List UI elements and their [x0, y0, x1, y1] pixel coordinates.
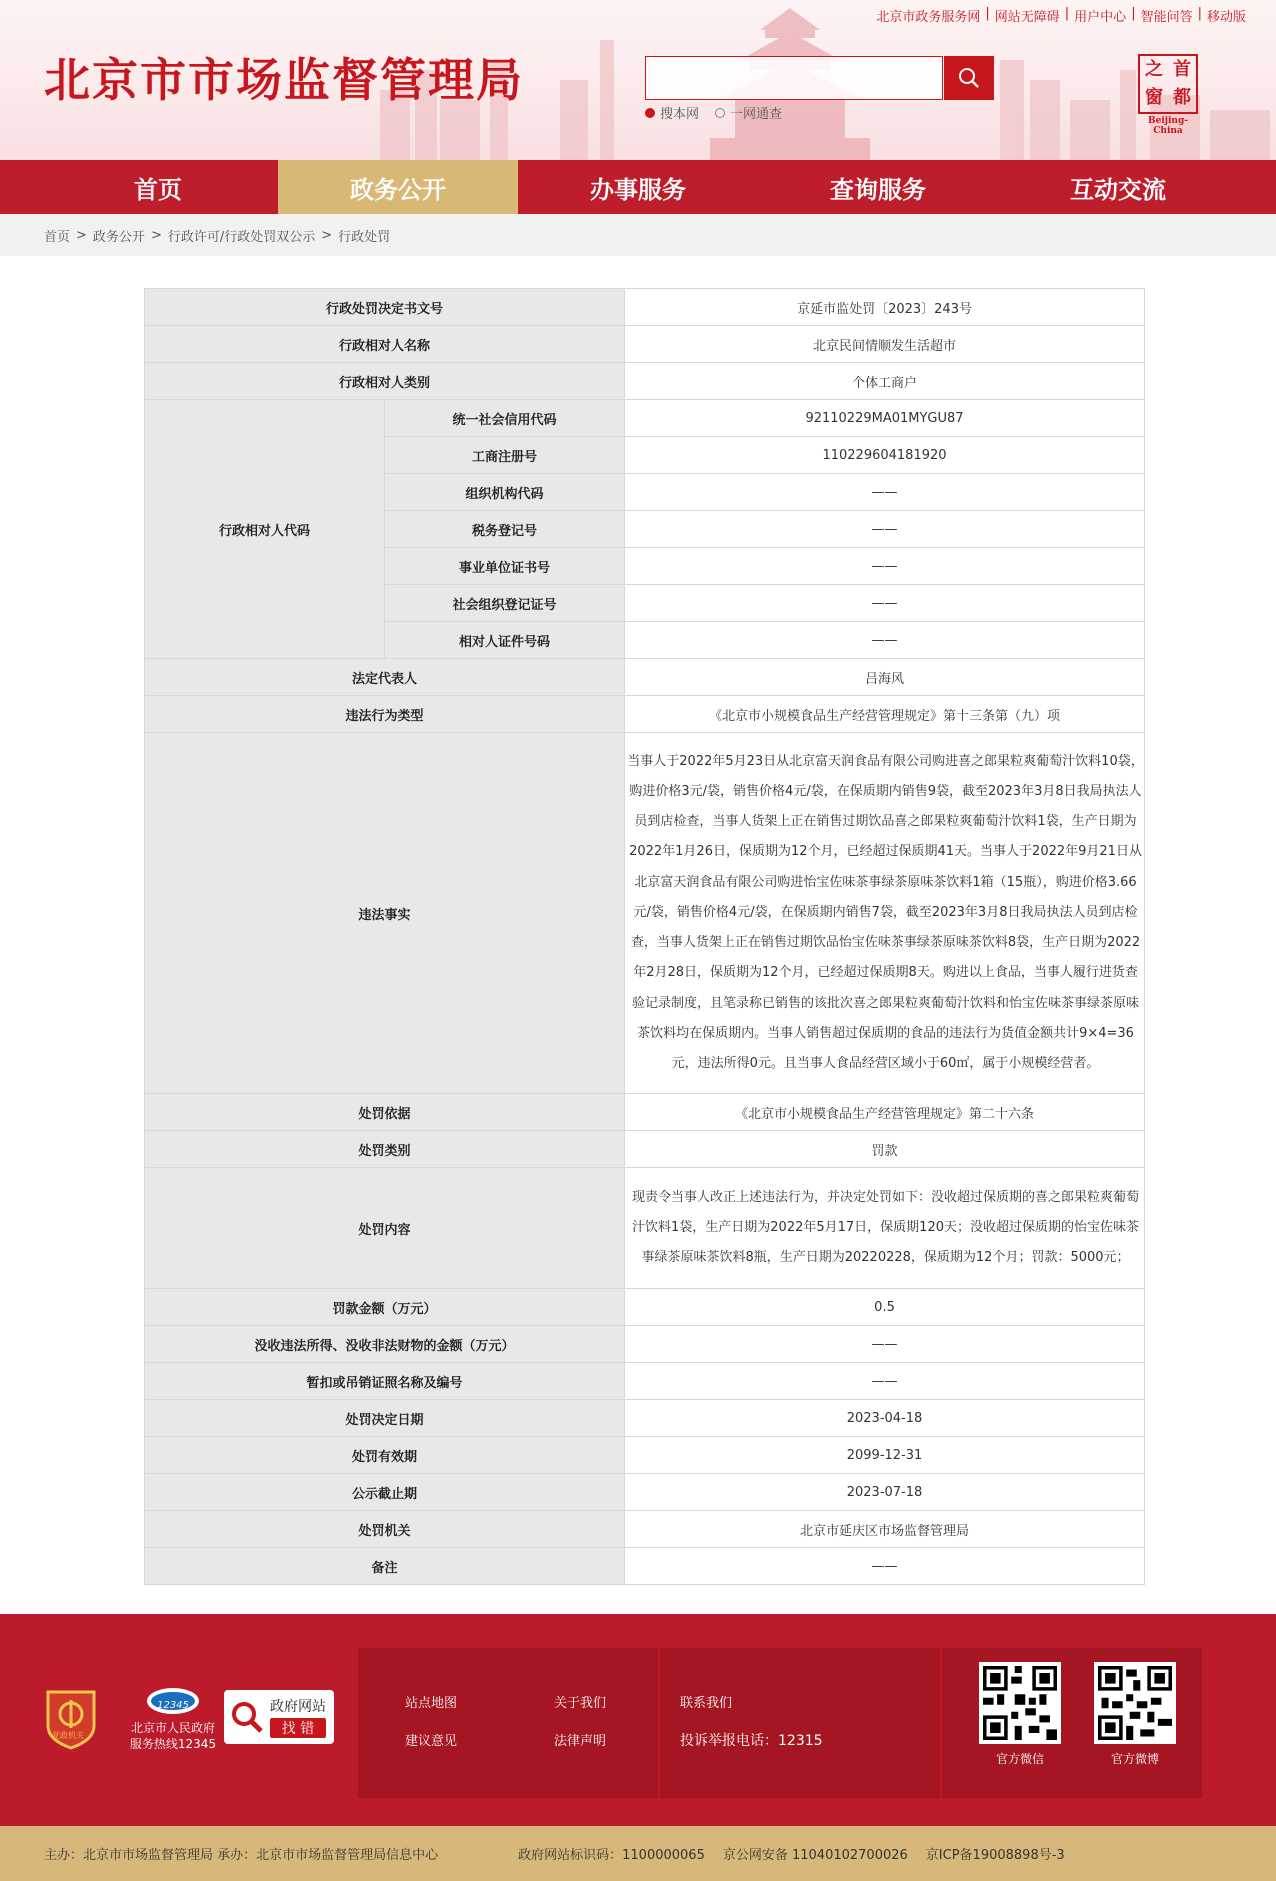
business-reg-value: 110229604181920 [625, 437, 1145, 474]
breadcrumb-separator: > [76, 227, 87, 243]
footer-link-contact[interactable]: 联系我们 [680, 1696, 733, 1711]
table-row [145, 696, 1145, 733]
site-title[interactable]: 北京市市场监督管理局 [44, 53, 524, 107]
separator: | [1064, 6, 1070, 21]
table-row [145, 289, 1145, 326]
qr-code-icon [983, 1666, 1057, 1740]
table-row [145, 1437, 1145, 1474]
weibo-qr-label: 官方微博 [1110, 1752, 1159, 1766]
fine-label: 罚款金额（万元） [145, 1289, 625, 1326]
icp-record[interactable]: 京ICP备19008898号-3 [925, 1848, 1065, 1863]
authority-label: 处罚机关 [145, 1511, 625, 1548]
search-icon [958, 67, 980, 89]
table-row [145, 326, 1145, 363]
search-button[interactable] [944, 56, 994, 100]
decision-date-value: 2023-04-18 [625, 1400, 1145, 1437]
nav-spacer [1238, 160, 1276, 214]
hotline-logo-icon [145, 1686, 201, 1716]
party-badge-label: 党政机关 [52, 1731, 84, 1740]
police-record[interactable]: 京公网安备 11040102700026 [722, 1848, 908, 1863]
remark-value: —— [625, 1548, 1145, 1585]
search-scope-options [645, 103, 782, 122]
search-scope-all[interactable] [715, 103, 782, 122]
license-label: 暂扣或吊销证照名称及编号 [145, 1363, 625, 1400]
valid-until-label: 处罚有效期 [145, 1437, 625, 1474]
nav-item-query[interactable]: 查询服务 [830, 175, 926, 204]
nav-item-home[interactable]: 首页 [134, 175, 182, 204]
nav-item-gov-affairs[interactable]: 政务公开 [278, 160, 518, 214]
facts-value: 当事人于2022年5月23日从北京富天润食品有限公司购进喜之郎果粒爽葡萄汁饮料10袋，购进价格3元/袋，销售价格4元/袋，在保质期内销售9袋，截至2023年3月8日我局执法人员到店检查，当事人货架上正在销售过期饮品喜之郎果粒爽葡萄汁饮料1袋，生产日期为2022年1月26日，保质期为12个月，已经超过保质期41天。当事人于2022年9月21日从北京富天润食品有限公司购进怡宝佐味茶事绿茶原味茶饮料1箱（15瓶），购进价格3.66元/袋，销售价格4元/袋，在保质期内销售7袋，截至2023年3月8日我局执法人员到店检查，当事人货架上正在销售过期饮品怡宝佐味茶事绿茶原味茶饮料8袋，生产日期为2022年2月28日，保质期为12个月，已经超过保质期8天。购进以上食品，当事人履行进货查验记录制度，且笔录称已销售的该批次喜之郎果粒爽葡萄汁饮料和怡宝佐味茶事绿茶原味茶饮料均在保质期内。当事人销售超过保质期的食品的违法行为货值金额共计9×4=36元，违法所得0元。且当事人食品经营区域小于60㎡，属于小规模经营者。 [625, 733, 1145, 1094]
legal-rep-value: 吕海风 [625, 659, 1145, 696]
magnifier-icon [230, 1700, 264, 1734]
site-id-code: 政府网站标识码：1100000065 [518, 1848, 705, 1863]
wechat-qr-code[interactable] [979, 1662, 1061, 1744]
institution-cert-label: 事业单位证书号 [385, 548, 625, 585]
category-label: 处罚类别 [145, 1131, 625, 1168]
breadcrumb [0, 214, 1276, 256]
org-code-label: 组织机构代码 [385, 474, 625, 511]
doc-no-value: 京延市监处罚〔2023〕243号 [625, 289, 1145, 326]
party-code-label: 行政相对人代码 [145, 400, 385, 659]
party-type-label: 行政相对人类别 [145, 363, 625, 400]
valid-until-value: 2099-12-31 [625, 1437, 1145, 1474]
basis-label: 处罚依据 [145, 1094, 625, 1131]
table-row [145, 1168, 1145, 1289]
social-org-label: 社会组织登记证号 [385, 585, 625, 622]
top-link-gov-service[interactable]: 北京市政务服务网 [876, 10, 981, 25]
publish-until-label: 公示截止期 [145, 1474, 625, 1511]
separator: | [985, 6, 990, 21]
table-row [145, 733, 1145, 1094]
publish-until-value: 2023-07-18 [625, 1474, 1145, 1511]
penalty-detail-table [144, 288, 1145, 1585]
credit-code-label: 统一社会信用代码 [385, 400, 625, 437]
party-name-value: 北京民间情顺发生活超市 [625, 326, 1145, 363]
top-link-user-center[interactable]: 用户中心 [1074, 10, 1127, 25]
footer-qr-panel [942, 1648, 1202, 1798]
confiscation-label: 没收违法所得、没收非法财物的金额（万元） [145, 1326, 625, 1363]
search-input[interactable] [645, 56, 943, 100]
violation-type-label: 违法行为类型 [145, 696, 625, 733]
hotline-text: 北京市人民政府服务热线12345 [129, 1721, 217, 1751]
breadcrumb-dual-publicity[interactable]: 行政许可/行政处罚双公示 [167, 229, 316, 245]
party-type-value: 个体工商户 [625, 363, 1145, 400]
site-header [0, 0, 1276, 160]
credit-code-value: 92110229MA01MYGU87 [625, 400, 1145, 437]
category-value: 罚款 [625, 1131, 1145, 1168]
sponsor-text: 主办：北京市市场监督管理局 承办：北京市市场监督管理局信息中心 [44, 1848, 439, 1863]
separator: | [1197, 6, 1202, 21]
table-row [145, 1548, 1145, 1585]
table-row [145, 1363, 1145, 1400]
license-value: —— [625, 1363, 1145, 1400]
copyright-bar [0, 1826, 1276, 1881]
party-name-label: 行政相对人名称 [145, 326, 625, 363]
report-phone: 投诉举报电话：12315 [680, 1733, 823, 1749]
radio-unchecked-icon [715, 108, 725, 118]
top-link-mobile[interactable]: 移动版 [1206, 10, 1246, 25]
breadcrumb-gov-affairs[interactable]: 政务公开 [92, 229, 145, 245]
table-row [145, 1511, 1145, 1548]
breadcrumb-home[interactable]: 首页 [44, 229, 71, 245]
table-row [145, 659, 1145, 696]
gov-correct-title: 政府网站 [270, 1699, 326, 1715]
logo-char: 都 [1173, 87, 1191, 108]
content-label: 处罚内容 [145, 1168, 625, 1289]
weibo-qr-code[interactable] [1094, 1662, 1176, 1744]
table-row [145, 1474, 1145, 1511]
site-footer [0, 1614, 1276, 1826]
hotline-number: 12345 [157, 1700, 189, 1711]
table-row [145, 1289, 1145, 1326]
business-reg-label: 工商注册号 [385, 437, 625, 474]
logo-en-text: Beijing-China [1148, 116, 1188, 136]
footer-link-legal[interactable]: 法律声明 [554, 1734, 607, 1749]
violation-type-value: 《北京市小规模食品生产经营管理规定》第十三条第（九）项 [625, 696, 1145, 733]
table-row [145, 1400, 1145, 1437]
institution-cert-value: —— [625, 548, 1145, 585]
gov-site-error-report[interactable] [224, 1690, 334, 1744]
footer-links-panel [358, 1648, 658, 1798]
gov-correct-subtitle: 找 错 [270, 1718, 326, 1738]
party-gov-badge[interactable] [44, 1688, 98, 1750]
footer-link-about[interactable]: 关于我们 [554, 1696, 607, 1711]
top-link-smart-qa[interactable]: 智能问答 [1140, 10, 1193, 25]
qr-code-icon [1098, 1666, 1172, 1740]
id-no-value: —— [625, 622, 1145, 659]
top-links [876, 6, 1246, 25]
doc-no-label: 行政处罚决定书文号 [145, 289, 625, 326]
radio-checked-icon [645, 108, 655, 118]
table-row [145, 400, 1145, 437]
logo-char: 窗 [1145, 87, 1163, 108]
search-scope-site-label: 搜本网 [660, 107, 700, 122]
facts-label: 违法事实 [145, 733, 625, 1094]
footer-badges [0, 1614, 356, 1826]
basis-value: 《北京市小规模食品生产经营管理规定》第二十六条 [625, 1094, 1145, 1131]
org-code-value: —— [625, 474, 1145, 511]
footer-link-sitemap[interactable]: 站点地图 [405, 1696, 458, 1711]
search-scope-site[interactable] [645, 103, 699, 122]
authority-value: 北京市延庆区市场监督管理局 [625, 1511, 1145, 1548]
table-row [145, 1326, 1145, 1363]
logo-char: 首 [1173, 59, 1191, 80]
remark-label: 备注 [145, 1548, 625, 1585]
separator: | [1131, 6, 1136, 21]
search-scope-all-label: 一网通查 [730, 107, 783, 122]
content-value: 现责令当事人改正上述违法行为，并决定处罚如下：没收超过保质期的喜之郎果粒爽葡萄汁饮料1袋，生产日期为2022年5月17日，保质期120天；没收超过保质期的怡宝佐味茶事绿茶原味茶饮料8瓶，生产日期为20220228，保质期为12个月；罚款：5000元； [625, 1168, 1145, 1289]
tax-reg-label: 税务登记号 [385, 511, 625, 548]
footer-contact-panel [660, 1648, 940, 1798]
nav-item-services[interactable]: 办事服务 [590, 175, 686, 204]
table-row [145, 1131, 1145, 1168]
main-nav [0, 160, 1276, 214]
hotline-12345[interactable] [128, 1686, 218, 1752]
decision-date-label: 处罚决定日期 [145, 1400, 625, 1437]
top-link-accessibility[interactable]: 网站无障碍 [994, 10, 1060, 25]
nav-item-interaction[interactable]: 互动交流 [1070, 175, 1166, 204]
table-row [145, 1094, 1145, 1131]
social-org-value: —— [625, 585, 1145, 622]
capital-window-logo[interactable] [1136, 54, 1200, 136]
footer-link-suggestion[interactable]: 建议意见 [405, 1734, 458, 1749]
nav-spacer [0, 160, 38, 214]
fine-value: 0.5 [625, 1289, 1145, 1326]
breadcrumb-separator: > [321, 227, 333, 243]
wechat-qr-label: 官方微信 [995, 1752, 1044, 1766]
confiscation-value: —— [625, 1326, 1145, 1363]
legal-rep-label: 法定代表人 [145, 659, 625, 696]
logo-char: 之 [1145, 59, 1163, 80]
id-no-label: 相对人证件号码 [385, 622, 625, 659]
breadcrumb-separator: > [150, 227, 162, 243]
table-row [145, 363, 1145, 400]
tax-reg-value: —— [625, 511, 1145, 548]
breadcrumb-penalty[interactable]: 行政处罚 [338, 229, 391, 245]
